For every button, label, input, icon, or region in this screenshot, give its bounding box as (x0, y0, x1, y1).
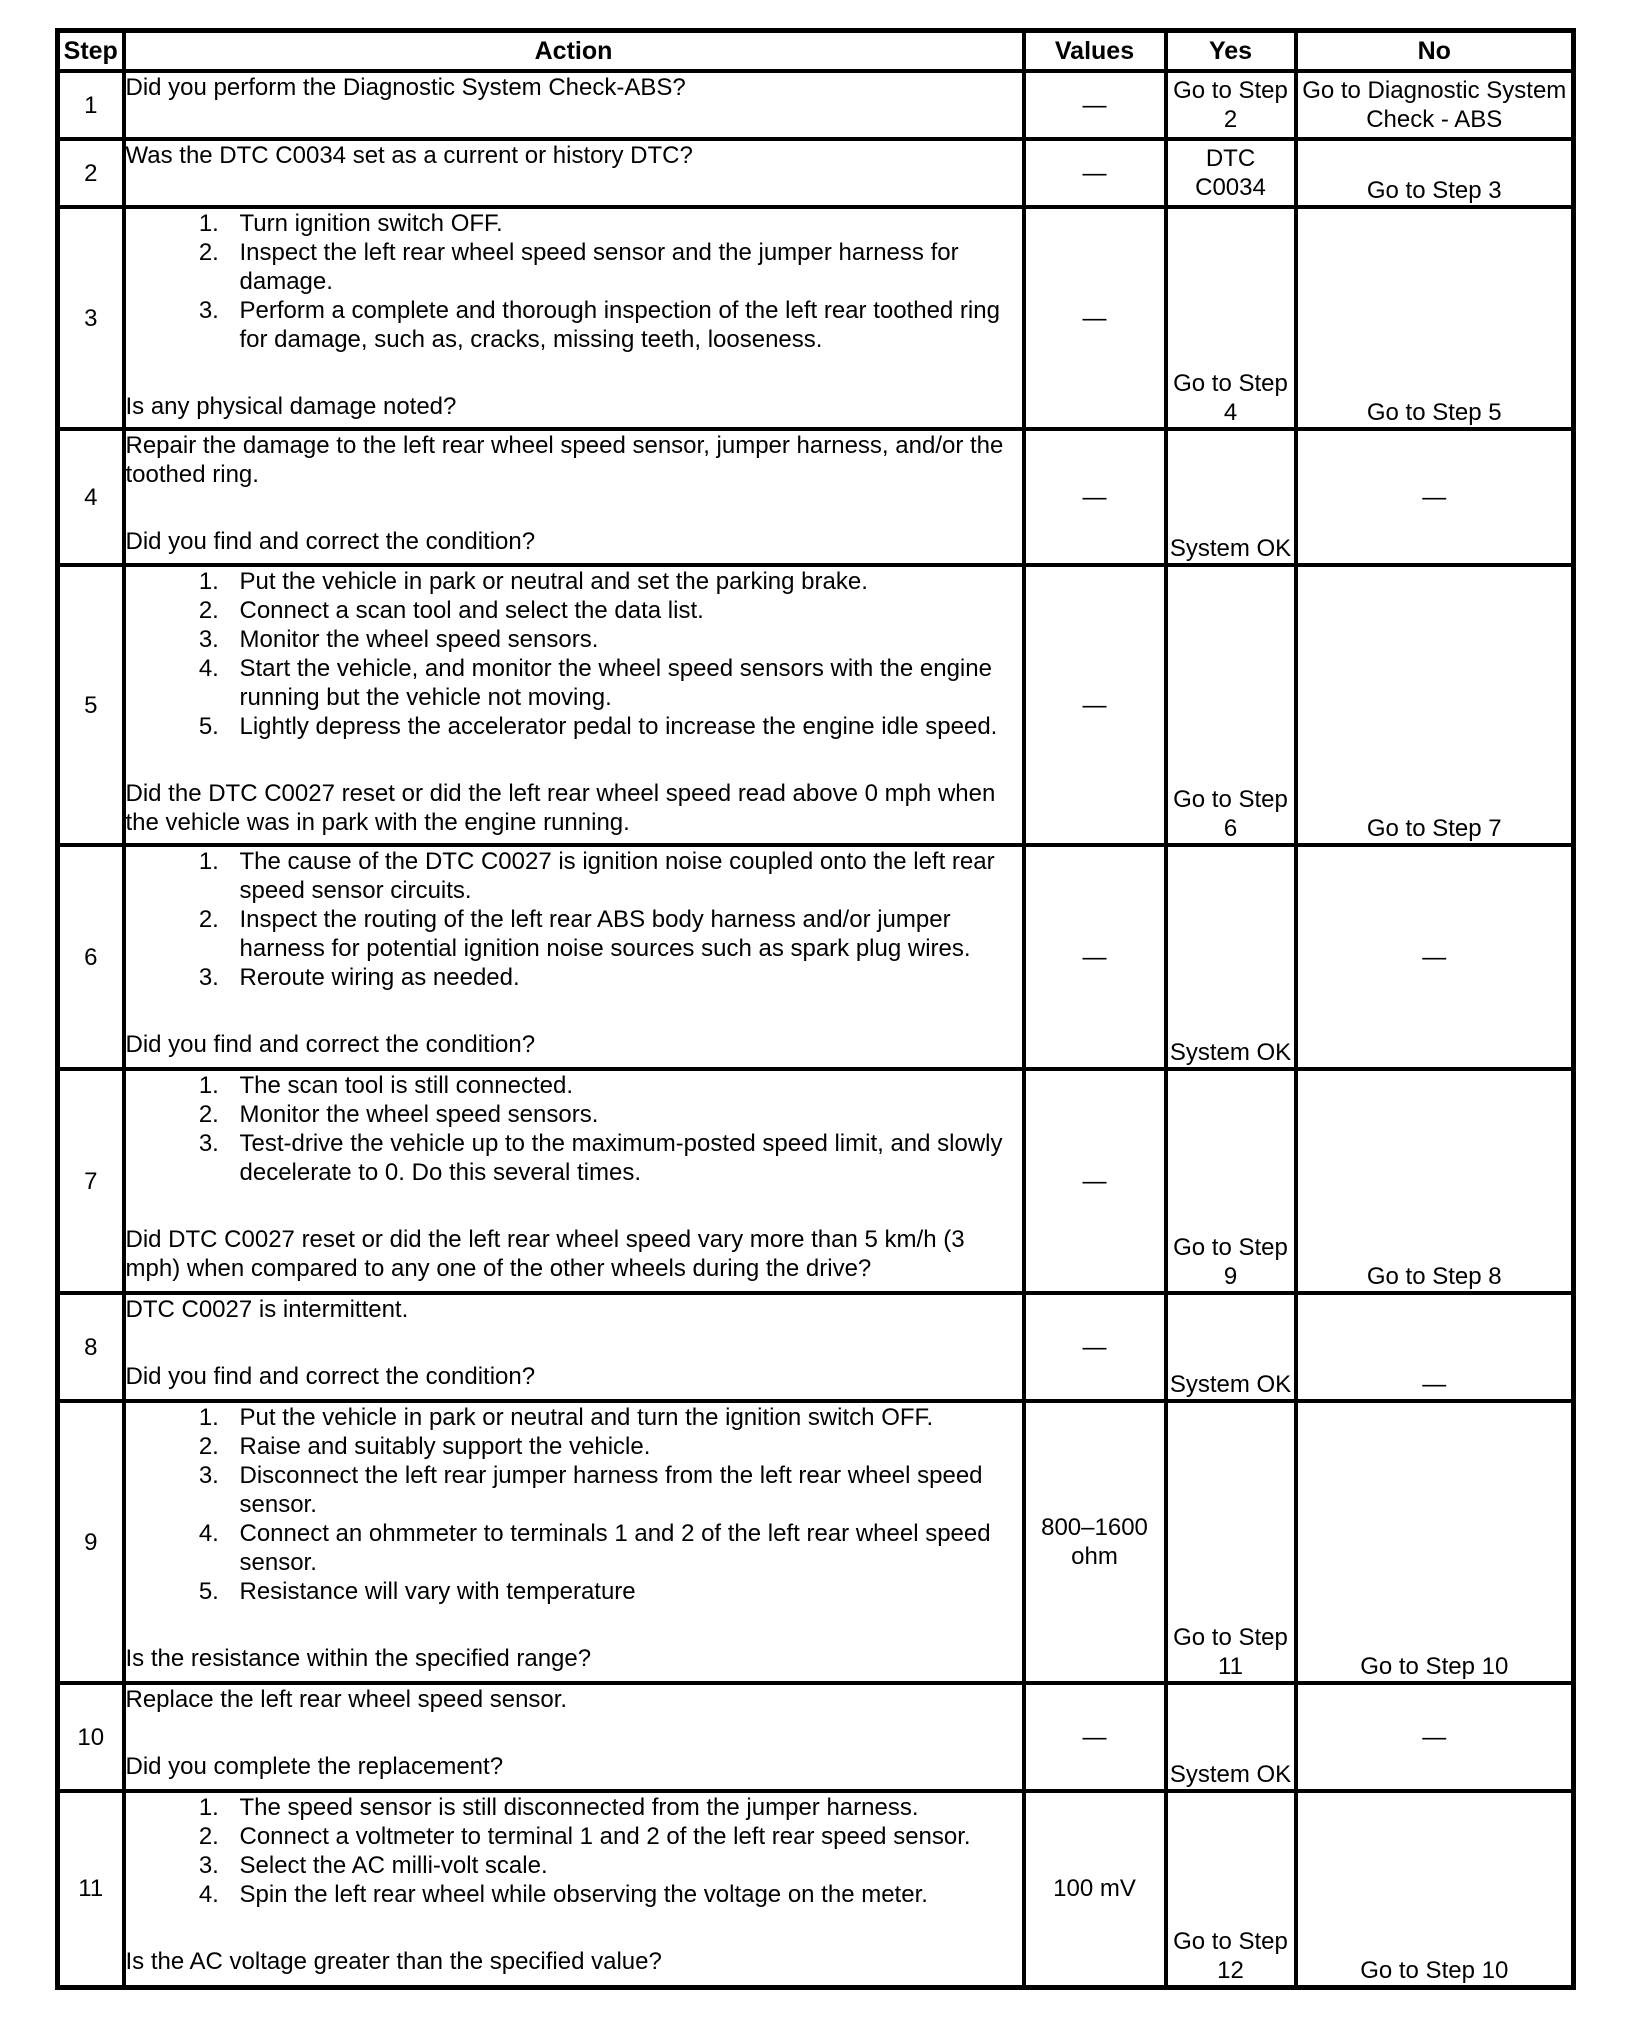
step-number: 2 (58, 139, 124, 207)
action-step: 1. The cause of the DTC C0027 is ignition noise coupled onto the left rear speed sensor circuits. (226, 847, 1022, 905)
yes-cell: System OK (1166, 1293, 1296, 1401)
step-number: 9 (58, 1401, 124, 1683)
table-row (58, 1791, 1574, 1987)
table-row (58, 429, 1574, 565)
table-row (58, 71, 1574, 139)
action-step: 5. Resistance will vary with temperature (226, 1577, 1022, 1606)
action-cell (124, 1683, 1024, 1791)
values-cell: — (1024, 71, 1166, 139)
table-row (58, 565, 1574, 845)
no-cell: Go to Step 10 (1296, 1791, 1574, 1987)
header-action: Action (124, 31, 1024, 72)
no-cell: Go to Step 3 (1296, 139, 1574, 207)
action-step: 3. Test-drive the vehicle up to the maximum-posted speed limit, and slowly decelerate to 0. Do this several times. (226, 1129, 1022, 1187)
action-cell (124, 845, 1024, 1069)
values-cell: — (1024, 1683, 1166, 1791)
no-cell: — (1296, 845, 1574, 1069)
step-number: 11 (58, 1791, 124, 1987)
action-step: 3. Reroute wiring as needed. (226, 963, 1022, 992)
action-step: 2. Raise and suitably support the vehicle. (226, 1432, 1022, 1461)
action-step: 1. Put the vehicle in park or neutral and turn the ignition switch OFF. (226, 1403, 1022, 1432)
values-cell: — (1024, 565, 1166, 845)
action-question: Is the AC voltage greater than the specified value? (125, 1948, 662, 1975)
action-cell (124, 1293, 1024, 1401)
action-question: Is the resistance within the specified range? (125, 1645, 592, 1672)
action-step: 3. Disconnect the left rear jumper harness from the left rear wheel speed sensor. (226, 1461, 1022, 1519)
action-question: Did you perform the Diagnostic System Check-ABS? (125, 74, 686, 101)
step-number: 3 (58, 207, 124, 429)
step-number: 1 (58, 71, 124, 139)
values-cell: 800–1600 ohm (1024, 1401, 1166, 1683)
step-number: 7 (58, 1069, 124, 1293)
action-step: 4. Spin the left rear wheel while observing the voltage on the meter. (226, 1880, 1022, 1909)
values-cell: — (1024, 429, 1166, 565)
diagnostic-table (55, 28, 1576, 1990)
action-step: 2. Monitor the wheel speed sensors. (226, 1100, 1022, 1129)
action-step: 2. Connect a voltmeter to terminal 1 and 2 of the left rear speed sensor. (226, 1822, 1022, 1851)
header-no: No (1296, 31, 1574, 72)
step-number: 5 (58, 565, 124, 845)
action-question: Was the DTC C0034 set as a current or history DTC? (125, 142, 693, 169)
action-question: Did you find and correct the condition? (125, 1031, 536, 1058)
yes-cell: Go to Step 6 (1166, 565, 1296, 845)
yes-cell: Go to Step 2 (1166, 71, 1296, 139)
table-row (58, 139, 1574, 207)
action-steps (126, 209, 1022, 354)
yes-cell: Go to Step 9 (1166, 1069, 1296, 1293)
action-intro: Replace the left rear wheel speed sensor. (125, 1686, 568, 1713)
action-cell (124, 1791, 1024, 1987)
action-steps (126, 567, 1022, 741)
no-cell: — (1296, 429, 1574, 565)
action-step: 3. Monitor the wheel speed sensors. (226, 625, 1022, 654)
table-row (58, 1401, 1574, 1683)
action-step: 4. Connect an ohmmeter to terminals 1 and 2 of the left rear wheel speed sensor. (226, 1519, 1022, 1577)
no-cell: — (1296, 1683, 1574, 1791)
values-cell: — (1024, 1293, 1166, 1401)
table-row (58, 1683, 1574, 1791)
values-cell: — (1024, 1069, 1166, 1293)
values-cell: — (1024, 207, 1166, 429)
action-steps (126, 1071, 1022, 1187)
action-cell (124, 1069, 1024, 1293)
action-cell (124, 207, 1024, 429)
yes-cell: System OK (1166, 845, 1296, 1069)
action-step: 5. Lightly depress the accelerator pedal to increase the engine idle speed. (226, 712, 1022, 741)
action-steps (126, 1793, 1022, 1909)
action-intro: DTC C0027 is intermittent. (125, 1296, 409, 1323)
action-steps (126, 847, 1022, 992)
no-cell: Go to Diagnostic System Check - ABS (1296, 71, 1574, 139)
yes-cell: System OK (1166, 1683, 1296, 1791)
action-step: 2. Inspect the left rear wheel speed sensor and the jumper harness for damage. (226, 238, 1022, 296)
step-number: 6 (58, 845, 124, 1069)
yes-cell: Go to Step 12 (1166, 1791, 1296, 1987)
action-question: Did the DTC C0027 reset or did the left rear wheel speed read above 0 mph when the vehicle was in park with the engine running. (125, 780, 996, 836)
action-step: 3. Select the AC milli-volt scale. (226, 1851, 1022, 1880)
action-intro: Repair the damage to the left rear wheel speed sensor, jumper harness, and/or the toothed ring. (125, 432, 1004, 488)
no-cell: Go to Step 10 (1296, 1401, 1574, 1683)
table-row (58, 207, 1574, 429)
action-cell (124, 139, 1024, 207)
action-step: 1. The scan tool is still connected. (226, 1071, 1022, 1100)
action-step: 1. Turn ignition switch OFF. (226, 209, 1022, 238)
action-question: Is any physical damage noted? (125, 393, 457, 420)
values-cell: — (1024, 845, 1166, 1069)
action-question: Did you find and correct the condition? (125, 528, 536, 555)
action-question: Did you find and correct the condition? (125, 1363, 536, 1390)
table-row (58, 845, 1574, 1069)
action-question: Did you complete the replacement? (125, 1753, 504, 1780)
diagnostic-table-sheet (55, 28, 1571, 1990)
action-step: 1. The speed sensor is still disconnected from the jumper harness. (226, 1793, 1022, 1822)
step-number: 10 (58, 1683, 124, 1791)
no-cell: — (1296, 1293, 1574, 1401)
action-step: 2. Inspect the routing of the left rear ABS body harness and/or jumper harness for potential ignition noise sources such as spark plug wires. (226, 905, 1022, 963)
action-cell (124, 1401, 1024, 1683)
no-cell: Go to Step 5 (1296, 207, 1574, 429)
yes-cell: Go to Step 4 (1166, 207, 1296, 429)
action-cell (124, 565, 1024, 845)
action-step: 1. Put the vehicle in park or neutral and set the parking brake. (226, 567, 1022, 596)
yes-cell: Go to Step 11 (1166, 1401, 1296, 1683)
yes-cell: DTC C0034 (1166, 139, 1296, 207)
action-step: 2. Connect a scan tool and select the data list. (226, 596, 1022, 625)
yes-cell: System OK (1166, 429, 1296, 565)
header-row (58, 31, 1574, 72)
action-cell (124, 71, 1024, 139)
values-cell: 100 mV (1024, 1791, 1166, 1987)
header-values: Values (1024, 31, 1166, 72)
header-yes: Yes (1166, 31, 1296, 72)
step-number: 4 (58, 429, 124, 565)
step-number: 8 (58, 1293, 124, 1401)
no-cell: Go to Step 8 (1296, 1069, 1574, 1293)
values-cell: — (1024, 139, 1166, 207)
action-cell (124, 429, 1024, 565)
table-row (58, 1069, 1574, 1293)
header-step: Step (58, 31, 124, 72)
action-question: Did DTC C0027 reset or did the left rear wheel speed vary more than 5 km/h (3 mph) when compared to any one of the other wheels during the drive? (125, 1226, 965, 1282)
action-steps (126, 1403, 1022, 1606)
no-cell: Go to Step 7 (1296, 565, 1574, 845)
table-row (58, 1293, 1574, 1401)
action-step: 3. Perform a complete and thorough inspection of the left rear toothed ring for damage, such as, cracks, missing teeth, looseness. (226, 296, 1022, 354)
action-step: 4. Start the vehicle, and monitor the wheel speed sensors with the engine running but the vehicle not moving. (226, 654, 1022, 712)
